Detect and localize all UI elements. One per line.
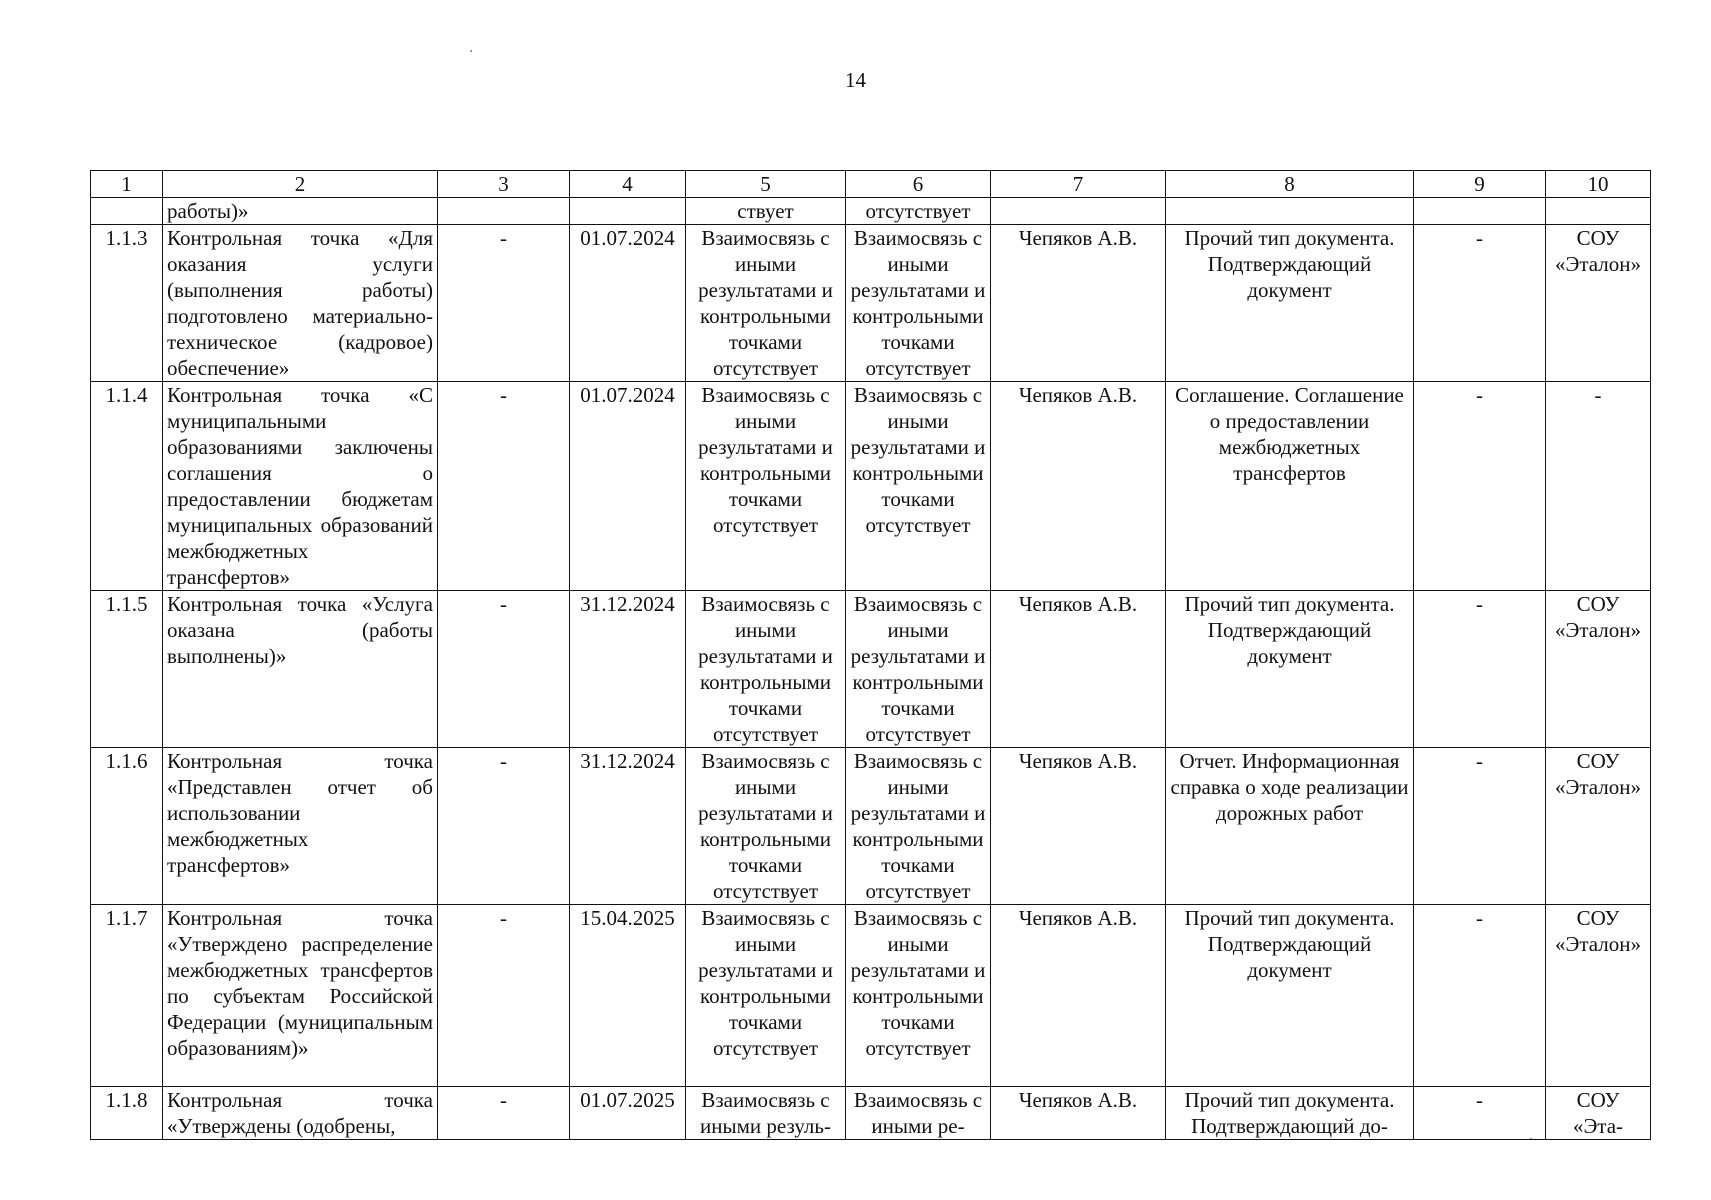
- relation-cell: отсутствует: [846, 198, 991, 225]
- row-number-cell: [91, 198, 163, 225]
- column-header: 2: [163, 171, 438, 198]
- cell-col10: СОУ «Эталон»: [1546, 225, 1651, 382]
- name-cell: работы)»: [163, 198, 438, 225]
- continuation-row: [91, 198, 1651, 225]
- table-row: [91, 1087, 1651, 1140]
- row-number-cell: 1.1.6: [91, 748, 163, 905]
- cell-col10: СОУ «Эталон»: [1546, 748, 1651, 905]
- name-cell: Контрольная точка «С муниципальными образованиями заключены соглашения о предоставлении бюджетам муниципальных образований межбюджетных трансфертов»: [163, 382, 438, 591]
- doc-type-cell: Прочий тип документа. Подтверждающий документ: [1166, 905, 1414, 1087]
- column-header: 4: [570, 171, 686, 198]
- responsible-cell: Чепяков А.В.: [991, 748, 1166, 905]
- cell-col9: -: [1414, 905, 1546, 1087]
- doc-type-cell: Прочий тип документа. Подтверждающий документ: [1166, 225, 1414, 382]
- cell-col10: СОУ «Эталон»: [1546, 591, 1651, 748]
- table-row: [91, 225, 1651, 382]
- relation-cell: Взаимосвязь с иными ре-: [846, 1087, 991, 1140]
- date-cell: [570, 198, 686, 225]
- relation-cell: Взаимосвязь с иными результатами и контрольными точками отсутствует: [846, 591, 991, 748]
- relation-cell: Взаимосвязь с иными результатами и контрольными точками отсутствует: [686, 225, 846, 382]
- relation-cell: Взаимосвязь с иными результатами и контрольными точками отсутствует: [686, 382, 846, 591]
- cell-col9: -: [1414, 591, 1546, 748]
- relation-cell: Взаимосвязь с иными результатами и контрольными точками отсутствует: [686, 905, 846, 1087]
- responsible-cell: [991, 198, 1166, 225]
- cell-col3: [438, 198, 570, 225]
- row-number-cell: 1.1.7: [91, 905, 163, 1087]
- cell-col9: -: [1414, 225, 1546, 382]
- cell-col9: -: [1414, 1087, 1546, 1140]
- table-row: [91, 382, 1651, 591]
- name-cell: Контрольная точка «Услуга оказана (работы выполнены)»: [163, 591, 438, 748]
- responsible-cell: Чепяков А.В.: [991, 905, 1166, 1087]
- relation-cell: ствует: [686, 198, 846, 225]
- cell-col10: СОУ «Эталон»: [1546, 905, 1651, 1087]
- name-cell: Контрольная точка «Утверждены (одобрены,: [163, 1087, 438, 1140]
- row-number-cell: 1.1.5: [91, 591, 163, 748]
- doc-type-cell: [1166, 198, 1414, 225]
- table-row: [91, 748, 1651, 905]
- table-row: [91, 905, 1651, 1087]
- name-cell: Контрольная точка «Для оказания услуги (выполнения работы) подготовлено материально-техническое (кадровое) обеспечение»: [163, 225, 438, 382]
- row-number-cell: 1.1.4: [91, 382, 163, 591]
- column-header: 7: [991, 171, 1166, 198]
- column-header: 8: [1166, 171, 1414, 198]
- cell-col3: -: [438, 905, 570, 1087]
- relation-cell: Взаимосвязь с иными результатами и контрольными точками отсутствует: [686, 591, 846, 748]
- relation-cell: Взаимосвязь с иными результатами и контрольными точками отсутствует: [846, 905, 991, 1087]
- responsible-cell: Чепяков А.В.: [991, 1087, 1166, 1140]
- row-number-cell: 1.1.8: [91, 1087, 163, 1140]
- date-cell: 01.07.2024: [570, 382, 686, 591]
- doc-type-cell: Прочий тип документа. Подтверждающий до-: [1166, 1087, 1414, 1140]
- doc-type-cell: Прочий тип документа. Подтверждающий документ: [1166, 591, 1414, 748]
- relation-cell: Взаимосвязь с иными результатами и контрольными точками отсутствует: [846, 748, 991, 905]
- date-cell: 31.12.2024: [570, 748, 686, 905]
- cell-col9: [1414, 198, 1546, 225]
- name-cell: Контрольная точка «Утверждено распределение межбюджетных трансфертов по субъектам Российской Федерации (муниципальным образованиям)»: [163, 905, 438, 1087]
- relation-cell: Взаимосвязь с иными резуль-: [686, 1087, 846, 1140]
- doc-type-cell: Соглашение. Соглашение о предоставлении межбюджетных трансфертов: [1166, 382, 1414, 591]
- row-number-cell: 1.1.3: [91, 225, 163, 382]
- date-cell: 15.04.2025: [570, 905, 686, 1087]
- cell-col3: -: [438, 591, 570, 748]
- scan-speck: [470, 50, 472, 52]
- cell-col3: -: [438, 1087, 570, 1140]
- date-cell: 01.07.2025: [570, 1087, 686, 1140]
- responsible-cell: Чепяков А.В.: [991, 225, 1166, 382]
- cell-col3: -: [438, 748, 570, 905]
- relation-cell: Взаимосвязь с иными результатами и контрольными точками отсутствует: [846, 225, 991, 382]
- cell-col10: СОУ «Эта-: [1546, 1087, 1651, 1140]
- cell-col10: [1546, 198, 1651, 225]
- date-cell: 31.12.2024: [570, 591, 686, 748]
- header-row: [91, 171, 1651, 198]
- relation-cell: Взаимосвязь с иными результатами и контрольными точками отсутствует: [846, 382, 991, 591]
- column-header: 3: [438, 171, 570, 198]
- cell-col3: -: [438, 225, 570, 382]
- column-header: 10: [1546, 171, 1651, 198]
- cell-col9: -: [1414, 382, 1546, 591]
- column-header: 1: [91, 171, 163, 198]
- doc-type-cell: Отчет. Информационная справка о ходе реализации дорожных работ: [1166, 748, 1414, 905]
- responsible-cell: Чепяков А.В.: [991, 382, 1166, 591]
- cell-col9: -: [1414, 748, 1546, 905]
- column-header: 5: [686, 171, 846, 198]
- name-cell: Контрольная точка «Представлен отчет об использовании межбюджетных трансфертов»: [163, 748, 438, 905]
- table-row: [91, 591, 1651, 748]
- responsible-cell: Чепяков А.В.: [991, 591, 1166, 748]
- date-cell: 01.07.2024: [570, 225, 686, 382]
- control-points-table: [90, 170, 1651, 1140]
- page-number: 14: [845, 68, 866, 92]
- column-header: 6: [846, 171, 991, 198]
- column-header: 9: [1414, 171, 1546, 198]
- cell-col3: -: [438, 382, 570, 591]
- cell-col10: -: [1546, 382, 1651, 591]
- relation-cell: Взаимосвязь с иными результатами и контрольными точками отсутствует: [686, 748, 846, 905]
